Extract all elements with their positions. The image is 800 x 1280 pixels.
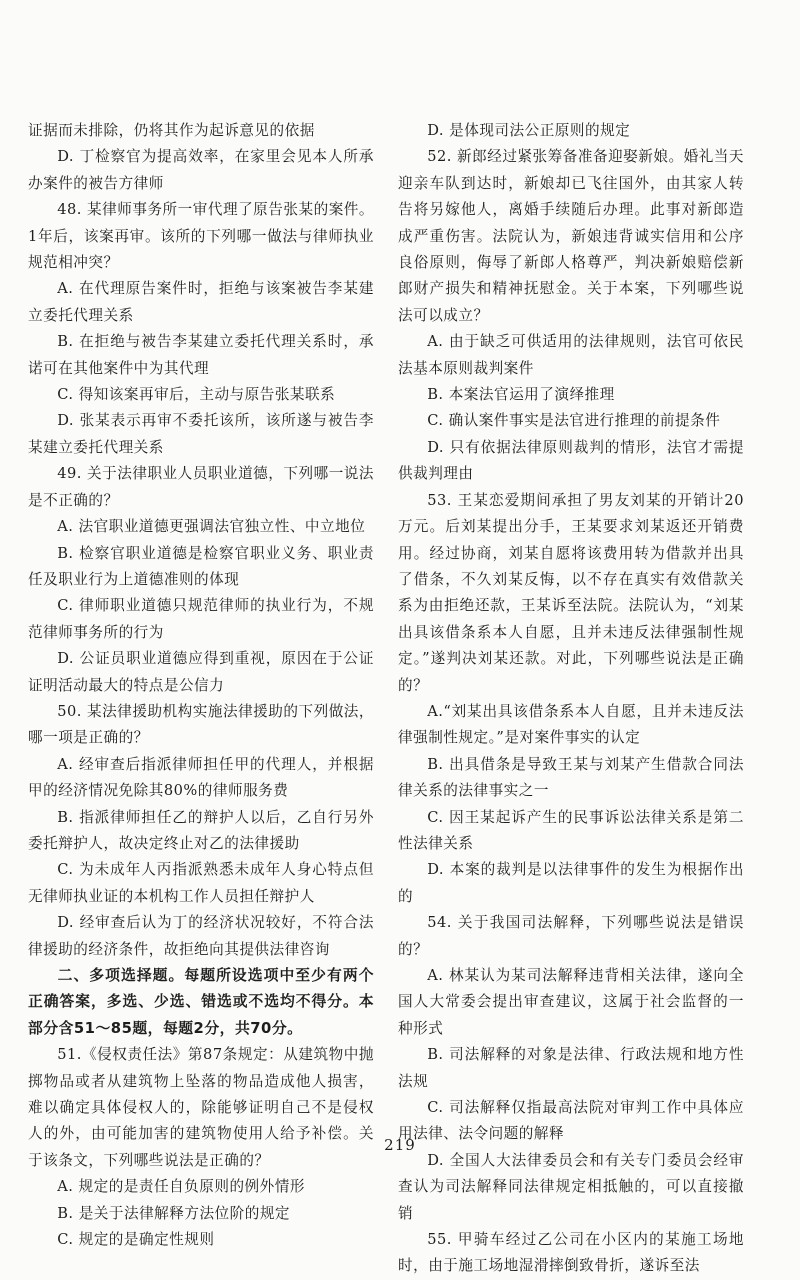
- answer-option: B. 指派律师担任乙的辩护人以后，乙自行另外委托辩护人，故决定终止对乙的法律援助: [28, 808, 374, 852]
- answer-option: C. 司法解释仅指最高法院对审判工作中具体应用法律、法令问题的解释: [398, 1099, 744, 1143]
- answer-option: C. 得知该案再审后，主动与原告张某联系: [57, 386, 336, 404]
- paragraph: 49. 关于法律职业人员职业道德，下列哪一说法是不正确的？: [28, 465, 374, 509]
- answer-option: B. 在拒绝与被告李某建立委托代理关系时，承诺可在其他案件中为其代理: [28, 333, 374, 377]
- section-heading: 二、多项选择题。每题所设选项中至少有两个正确答案，多选、少选、错选或不选均不得分。本部分含51～85题，每题2分，共70分。: [28, 967, 374, 1037]
- answer-option: B. 本案法官运用了演绎推理: [427, 386, 615, 404]
- answer-option: D. 张某表示再审不委托该所，该所遂与被告李某建立委托代理关系: [28, 412, 374, 456]
- paragraph: 53. 王某恋爱期间承担了男友刘某的开销计20万元。后刘某提出分手，王某要求刘某返还开销费用。经过协商，刘某自愿将该费用转为借款并出具了借条，不久刘某反悔，以不存在真实有效借款关系为由拒绝还款，王某诉至法院。法院认为，“刘某出具该借条系本人自愿，且并未违反法律强制性规定。”遂判决刘某还款。对此，下列哪些说法是正确的？: [398, 491, 744, 694]
- answer-option: B. 出具借条是导致王某与刘某产生借款合同法律关系的法律事实之一: [398, 755, 744, 800]
- answer-option: A. 在代理原告案件时，拒绝与该案被告李某建立委托代理关系: [28, 280, 374, 324]
- answer-option: D. 只有依据法律原则裁判的情形，法官才需提供裁判理由: [398, 438, 744, 483]
- paragraph: 52. 新郎经过紧张筹备准备迎娶新娘。婚礼当天迎亲车队到达时，新娘却已飞往国外，由其家人转告将另嫁他人，离婚手续随后办理。此事对新郎造成严重伤害。法院认为，新娘违背诚实信用和公序良俗原则，侮辱了新郎人格尊严，判决新娘赔偿新郎财产损失和精神抚慰金。关于本案，下列哪些说法可以成立？: [398, 148, 744, 324]
- paragraph: 55. 甲骑车经过乙公司在小区内的某施工场地时，由于施工场地湿滑摔倒致骨折，遂诉至法: [398, 1231, 744, 1275]
- paragraph: 证据而未排除，仍将其作为起诉意见的依据: [28, 122, 315, 139]
- right-column: [398, 118, 744, 1280]
- answer-option: A. 经审查后指派律师担任甲的代理人，并根据甲的经济情况免除其80%的律师服务费: [28, 755, 374, 800]
- answer-option: C. 为未成年人丙指派熟悉未成年人身心特点但无律师执业证的本机构工作人员担任辩护人: [28, 861, 374, 905]
- answer-option: A.“刘某出具该借条系本人自愿，且并未违反法律强制性规定。”是对案件事实的认定: [398, 702, 744, 747]
- answer-option: B. 是关于法律解释方法位阶的规定: [57, 1204, 291, 1222]
- answer-option: A. 林某认为某司法解释违背相关法律，遂向全国人大常委会提出审查建议，这属于社会监督的一种形式: [398, 967, 744, 1037]
- answer-option: A. 规定的是责任自负原则的例外情形: [57, 1178, 305, 1196]
- answer-option: D. 公证员职业道德应得到重视，原因在于公证证明活动最大的特点是公信力: [28, 650, 374, 694]
- paragraph: 48. 某律师事务所一审代理了原告张某的案件。1年后，该案再审。该所的下列哪一做法与律师执业规范相冲突？: [28, 201, 374, 272]
- answer-option: C. 规定的是确定性规则: [57, 1231, 215, 1249]
- left-column: [28, 118, 374, 1253]
- answer-option: D. 丁检察官为提高效率，在家里会见本人所承办案件的被告方律师: [28, 148, 374, 192]
- answer-option: B. 检察官职业道德是检察官职业义务、职业责任及职业行为上道德准则的体现: [28, 544, 374, 588]
- answer-option: A. 由于缺乏可供适用的法律规则，法官可依民法基本原则裁判案件: [398, 333, 744, 377]
- answer-option: C. 因王某起诉产生的民事诉讼法律关系是第二性法律关系: [398, 808, 744, 852]
- answer-option: D. 全国人大法律委员会和有关专门委员会经审查认为司法解释同法律规定相抵触的，可以直接撤销: [398, 1151, 744, 1222]
- answer-option: D. 是体现司法公正原则的规定: [427, 122, 631, 139]
- answer-option: A. 法官职业道德更强调法官独立性、中立地位: [57, 518, 366, 536]
- answer-option: B. 司法解释的对象是法律、行政法规和地方性法规: [398, 1046, 744, 1090]
- page-number: 219: [384, 1136, 416, 1154]
- paragraph: 50. 某法律援助机构实施法律援助的下列做法，哪一项是正确的？: [28, 702, 374, 747]
- answer-option: C. 确认案件事实是法官进行推理的前提条件: [427, 412, 721, 430]
- answer-option: C. 律师职业道德只规范律师的执业行为，不规范律师事务所的行为: [28, 597, 374, 641]
- answer-option: D. 经审查后认为丁的经济状况较好，不符合法律援助的经济条件，故拒绝向其提供法律咨询: [28, 914, 374, 958]
- answer-option: D. 本案的裁判是以法律事件的发生为根据作出的: [398, 861, 744, 905]
- paragraph: 51.《侵权责任法》第87条规定：从建筑物中抛掷物品或者从建筑物上坠落的物品造成他人损害，难以确定具体侵权人的，除能够证明自己不是侵权人的外，由可能加害的建筑物使用人给予补偿。关于该条文，下列哪些说法是正确的？: [28, 1046, 374, 1169]
- paragraph: 54. 关于我国司法解释，下列哪些说法是错误的？: [398, 914, 744, 958]
